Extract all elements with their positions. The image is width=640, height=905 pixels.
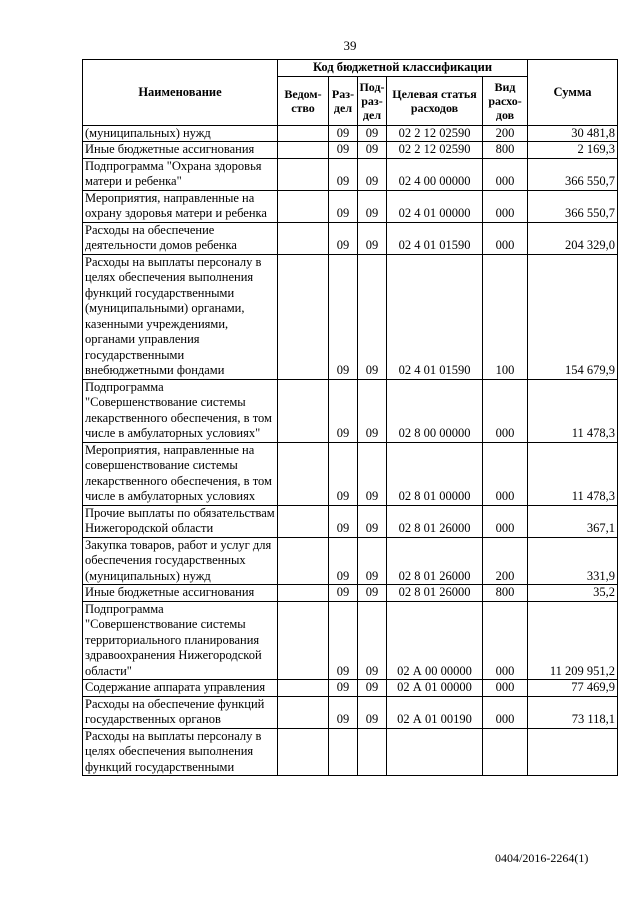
row-name: Мероприятия, направленные на охрану здоровья матери и ребенка — [83, 190, 278, 222]
row-section: 09 — [329, 254, 358, 379]
row-subsection: 09 — [358, 379, 387, 442]
header-name: Наименование — [83, 60, 278, 126]
row-type: 000 — [483, 601, 528, 680]
row-target: 02 8 01 26000 — [387, 585, 483, 602]
table-row — [83, 125, 618, 142]
row-dept — [278, 379, 329, 442]
table-row — [83, 254, 618, 379]
row-amount: 204 329,0 — [528, 222, 618, 254]
row-dept — [278, 601, 329, 680]
row-type: 200 — [483, 537, 528, 585]
row-type: 000 — [483, 680, 528, 697]
row-subsection: 09 — [358, 505, 387, 537]
row-target: 02 8 00 00000 — [387, 379, 483, 442]
row-target: 02 4 01 01590 — [387, 254, 483, 379]
row-type: 800 — [483, 585, 528, 602]
row-amount: 11 209 951,2 — [528, 601, 618, 680]
row-name: Иные бюджетные ассигнования — [83, 585, 278, 602]
row-section: 09 — [329, 505, 358, 537]
row-type: 000 — [483, 190, 528, 222]
row-dept — [278, 680, 329, 697]
header-amount: Сумма — [528, 60, 618, 126]
row-amount: 366 550,7 — [528, 158, 618, 190]
header-department: Ведом-ство — [278, 76, 329, 125]
row-dept — [278, 222, 329, 254]
table-row — [83, 585, 618, 602]
row-section: 09 — [329, 125, 358, 142]
row-subsection: 09 — [358, 537, 387, 585]
row-name: (муниципальных) нужд — [83, 125, 278, 142]
row-target: 02 4 00 00000 — [387, 158, 483, 190]
row-name: Закупка товаров, работ и услуг для обеспечения государственных (муниципальных) нужд — [83, 537, 278, 585]
row-section: 09 — [329, 696, 358, 728]
row-subsection: 09 — [358, 442, 387, 505]
table-row — [83, 142, 618, 159]
table-row — [83, 190, 618, 222]
row-dept — [278, 728, 329, 776]
row-section: 09 — [329, 158, 358, 190]
row-amount: 11 478,3 — [528, 379, 618, 442]
document-code: 0404/2016-2264(1) — [495, 851, 589, 865]
row-type: 200 — [483, 125, 528, 142]
row-dept — [278, 696, 329, 728]
row-target: 02 А 00 00000 — [387, 601, 483, 680]
row-amount: 73 118,1 — [528, 696, 618, 728]
header-target-item: Целевая статья расходов — [387, 76, 483, 125]
row-type: 000 — [483, 442, 528, 505]
header-subsection: Под-раз-дел — [358, 76, 387, 125]
row-dept — [278, 190, 329, 222]
row-amount: 77 469,9 — [528, 680, 618, 697]
row-subsection: 09 — [358, 190, 387, 222]
table-row — [83, 696, 618, 728]
row-name: Подпрограмма "Охрана здоровья матери и ребенка" — [83, 158, 278, 190]
row-target: 02 2 12 02590 — [387, 142, 483, 159]
row-amount: 11 478,3 — [528, 442, 618, 505]
table-row — [83, 537, 618, 585]
row-target: 02 2 12 02590 — [387, 125, 483, 142]
row-amount: 367,1 — [528, 505, 618, 537]
row-section: 09 — [329, 537, 358, 585]
budget-table — [82, 59, 618, 776]
row-section — [329, 728, 358, 776]
row-section: 09 — [329, 379, 358, 442]
row-name: Подпрограмма "Совершенствование системы лекарственного обеспечения, в том числе в амбулаторных условиях" — [83, 379, 278, 442]
row-name: Расходы на выплаты персоналу в целях обеспечения выполнения функций государственными — [83, 728, 278, 776]
row-name: Расходы на обеспечение функций государственных органов — [83, 696, 278, 728]
page-number: 39 — [343, 38, 357, 53]
header-expense-type: Вид расхо-дов — [483, 76, 528, 125]
header-section: Раз-дел — [329, 76, 358, 125]
row-dept — [278, 142, 329, 159]
row-name: Мероприятия, направленные на совершенствование системы лекарственного обеспечения, в том числе в амбулаторных условиях — [83, 442, 278, 505]
row-subsection: 09 — [358, 142, 387, 159]
row-name: Прочие выплаты по обязательствам Нижегородской области — [83, 505, 278, 537]
row-target: 02 А 01 00190 — [387, 696, 483, 728]
row-type — [483, 728, 528, 776]
row-name: Расходы на выплаты персоналу в целях обеспечения выполнения функций государственными (муниципальными) органами, казенными учреждениями, органами управления государственными внебюджетными фондами — [83, 254, 278, 379]
row-subsection: 09 — [358, 254, 387, 379]
row-subsection: 09 — [358, 601, 387, 680]
table-row — [83, 222, 618, 254]
row-section: 09 — [329, 680, 358, 697]
row-dept — [278, 125, 329, 142]
row-subsection: 09 — [358, 125, 387, 142]
table-row — [83, 728, 618, 776]
row-amount: 366 550,7 — [528, 190, 618, 222]
row-amount: 331,9 — [528, 537, 618, 585]
row-amount: 2 169,3 — [528, 142, 618, 159]
row-subsection: 09 — [358, 680, 387, 697]
row-section: 09 — [329, 190, 358, 222]
row-dept — [278, 158, 329, 190]
row-subsection — [358, 728, 387, 776]
row-target: 02 А 01 00000 — [387, 680, 483, 697]
row-type: 100 — [483, 254, 528, 379]
table-row — [83, 680, 618, 697]
row-target — [387, 728, 483, 776]
table-row — [83, 379, 618, 442]
row-type: 000 — [483, 505, 528, 537]
row-dept — [278, 442, 329, 505]
row-dept — [278, 537, 329, 585]
table-row — [83, 442, 618, 505]
row-amount: 30 481,8 — [528, 125, 618, 142]
row-section: 09 — [329, 585, 358, 602]
row-name: Иные бюджетные ассигнования — [83, 142, 278, 159]
row-name: Расходы на обеспечение деятельности домов ребенка — [83, 222, 278, 254]
row-subsection: 09 — [358, 585, 387, 602]
row-target: 02 4 01 00000 — [387, 190, 483, 222]
row-subsection: 09 — [358, 696, 387, 728]
header-classification-code: Код бюджетной классификации — [278, 60, 528, 77]
row-name: Подпрограмма "Совершенствование системы территориального планирования здравоохранения Нижегородской области" — [83, 601, 278, 680]
row-name: Содержание аппарата управления — [83, 680, 278, 697]
row-target: 02 4 01 01590 — [387, 222, 483, 254]
row-section: 09 — [329, 222, 358, 254]
row-dept — [278, 505, 329, 537]
table-row — [83, 158, 618, 190]
row-type: 000 — [483, 158, 528, 190]
row-section: 09 — [329, 142, 358, 159]
table-row — [83, 505, 618, 537]
row-amount — [528, 728, 618, 776]
row-target: 02 8 01 00000 — [387, 442, 483, 505]
row-amount: 35,2 — [528, 585, 618, 602]
row-type: 000 — [483, 696, 528, 728]
row-subsection: 09 — [358, 158, 387, 190]
table-row — [83, 601, 618, 680]
row-type: 000 — [483, 379, 528, 442]
row-type: 000 — [483, 222, 528, 254]
row-target: 02 8 01 26000 — [387, 537, 483, 585]
row-section: 09 — [329, 601, 358, 680]
row-amount: 154 679,9 — [528, 254, 618, 379]
row-target: 02 8 01 26000 — [387, 505, 483, 537]
row-subsection: 09 — [358, 222, 387, 254]
row-dept — [278, 585, 329, 602]
row-dept — [278, 254, 329, 379]
row-type: 800 — [483, 142, 528, 159]
row-section: 09 — [329, 442, 358, 505]
